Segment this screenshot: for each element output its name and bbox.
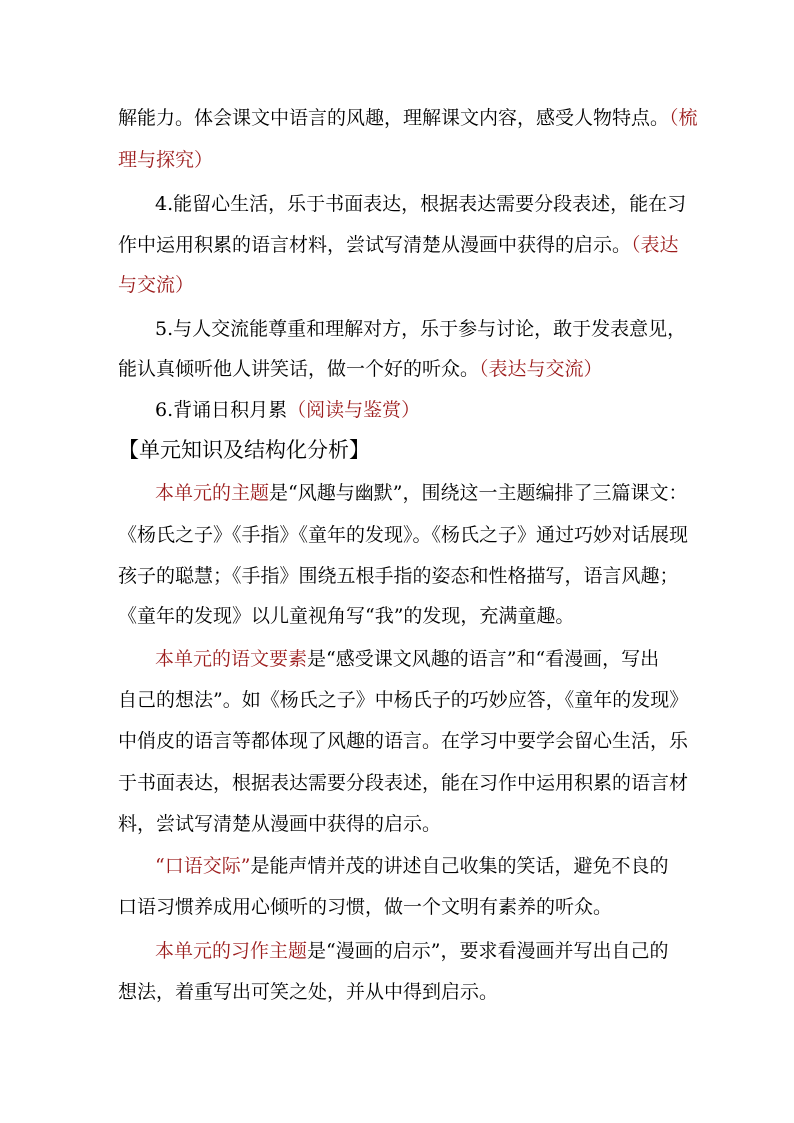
text-segment: 作中运用积累的语言材料，尝试写清楚从漫画中获得的启示。 — [118, 234, 632, 256]
text-line — [118, 273, 194, 297]
text-segment: 料，尝试写清楚从漫画中获得的启示。 — [118, 813, 442, 835]
text-line — [155, 192, 686, 216]
text-segment: 是“漫画的启示”，要求看漫画并写出自己的 — [307, 940, 669, 962]
highlight-segment: 与交流） — [118, 274, 195, 296]
text-line — [155, 647, 659, 671]
text-line — [155, 317, 686, 341]
highlight-segment: （梳 — [669, 107, 698, 129]
text-line — [118, 148, 213, 172]
highlight-segment: （表达与交流） — [479, 358, 603, 380]
text-segment: 孩子的聪慧；《手指》围绕五根手指的姿态和性格描写，语言风趣； — [118, 565, 679, 587]
text-line — [118, 564, 679, 588]
text-line — [118, 729, 688, 753]
text-segment: 《杨氏之子》《手指》《童年的发现》。《杨氏之子》通过巧妙对话展现 — [118, 524, 689, 546]
text-segment: 是“风趣与幽默”，围绕这一主题编排了三篇课文： — [269, 482, 688, 504]
highlight-segment: 本单元的习作主题 — [155, 940, 308, 962]
text-line — [118, 106, 698, 130]
text-segment: 自己的想法”。如《杨氏之子》中杨氏子的巧妙应答，《童年的发现》 — [118, 689, 689, 711]
text-segment: 想法，着重写出可笑之处，并从中得到启示。 — [118, 981, 499, 1003]
text-line — [155, 398, 420, 422]
text-segment: 于书面表达，根据表达需要分段表述，能在习作中运用积累的语言材 — [118, 772, 689, 794]
text-segment: 能认真倾听他人讲笑话，做一个好的听众。 — [118, 358, 480, 380]
text-segment: 6.背诵日积月累 — [155, 399, 288, 421]
text-line — [118, 771, 688, 795]
text-line — [118, 357, 603, 381]
highlight-segment: 本单元的语文要素 — [155, 648, 308, 670]
highlight-segment: （阅读与鉴赏） — [287, 399, 421, 421]
text-segment: 是“感受课文风趣的语言”和“看漫画，写出 — [307, 648, 660, 670]
highlight-segment: “口语交际” — [155, 855, 251, 877]
highlight-segment: （表达 — [631, 234, 679, 256]
text-line — [155, 481, 687, 505]
text-line — [118, 895, 612, 919]
text-segment: 是能声情并茂的讲述自己收集的笑话，避免不良的 — [250, 855, 669, 877]
heading-text: 【单元知识及结构化分析】 — [118, 438, 370, 462]
text-line — [155, 939, 668, 963]
highlight-segment: 本单元的主题 — [155, 482, 270, 504]
text-line — [155, 854, 668, 878]
text-segment: 中俏皮的语言等都体现了风趣的语言。在学习中要学会留心生活，乐 — [118, 730, 689, 752]
section-heading — [118, 438, 370, 462]
text-line — [118, 980, 498, 1004]
text-line — [118, 604, 574, 628]
text-segment: 口语习惯养成用心倾听的习惯，做一个文明有素养的听众。 — [118, 896, 613, 918]
text-line — [118, 523, 688, 547]
text-segment: 4.能留心生活，乐于书面表达，根据表达需要分段表述，能在习 — [155, 193, 687, 215]
highlight-segment: 理与探究） — [118, 149, 214, 171]
text-segment: 5.与人交流能尊重和理解对方，乐于参与讨论，敢于发表意见， — [155, 318, 687, 340]
text-line — [118, 812, 441, 836]
text-segment: 解能力。体会课文中语言的风趣，理解课文内容，感受人物特点。 — [118, 107, 670, 129]
text-line — [118, 233, 679, 257]
text-segment: 《童年的发现》以儿童视角写“我”的发现，充满童趣。 — [118, 605, 575, 627]
text-line — [118, 688, 688, 712]
